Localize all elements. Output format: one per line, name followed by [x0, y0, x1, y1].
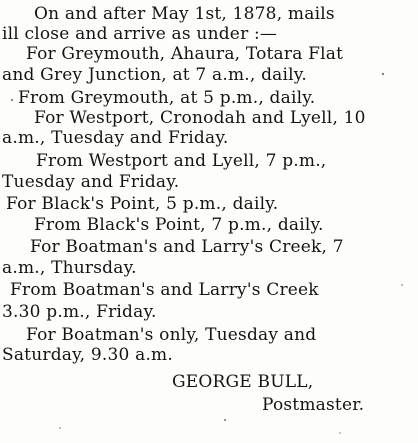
notice-line: Tuesday and Friday. — [2, 172, 180, 192]
notice-line: For Greymouth, Ahaura, Totara Flat — [26, 44, 344, 64]
notice-line: a.m., Tuesday and Friday. — [2, 128, 229, 148]
notice-line: 3.30 p.m., Friday. — [2, 302, 157, 322]
notice-line: From Boatman's and Larry's Creek — [10, 280, 319, 300]
notice-line: For Black's Point, 5 p.m., daily. — [6, 194, 279, 214]
signature-title: Postmaster. — [262, 395, 365, 415]
notice-line: From Greymouth, at 5 p.m., daily. — [18, 88, 316, 108]
signature-name: GEORGE BULL, — [172, 372, 314, 392]
notice-line: For Westport, Cronodah and Lyell, 10 — [34, 108, 366, 128]
notice-line: and Grey Junction, at 7 a.m., daily. — [2, 65, 307, 85]
notice-line: For Boatman's only, Tuesday and — [26, 325, 317, 345]
notice-line: For Boatman's and Larry's Creek, 7 — [30, 237, 344, 257]
notice-line: On and after May 1st, 1878, mails — [34, 4, 335, 24]
notice-line: ill close and arrive as under :— — [2, 24, 278, 44]
notice-line: From Westport and Lyell, 7 p.m., — [36, 151, 327, 171]
notice-line: From Black's Point, 7 p.m., daily. — [34, 215, 324, 235]
notice-line: Saturday, 9.30 a.m. — [2, 345, 173, 365]
notice-line: a.m., Thursday. — [2, 258, 137, 278]
